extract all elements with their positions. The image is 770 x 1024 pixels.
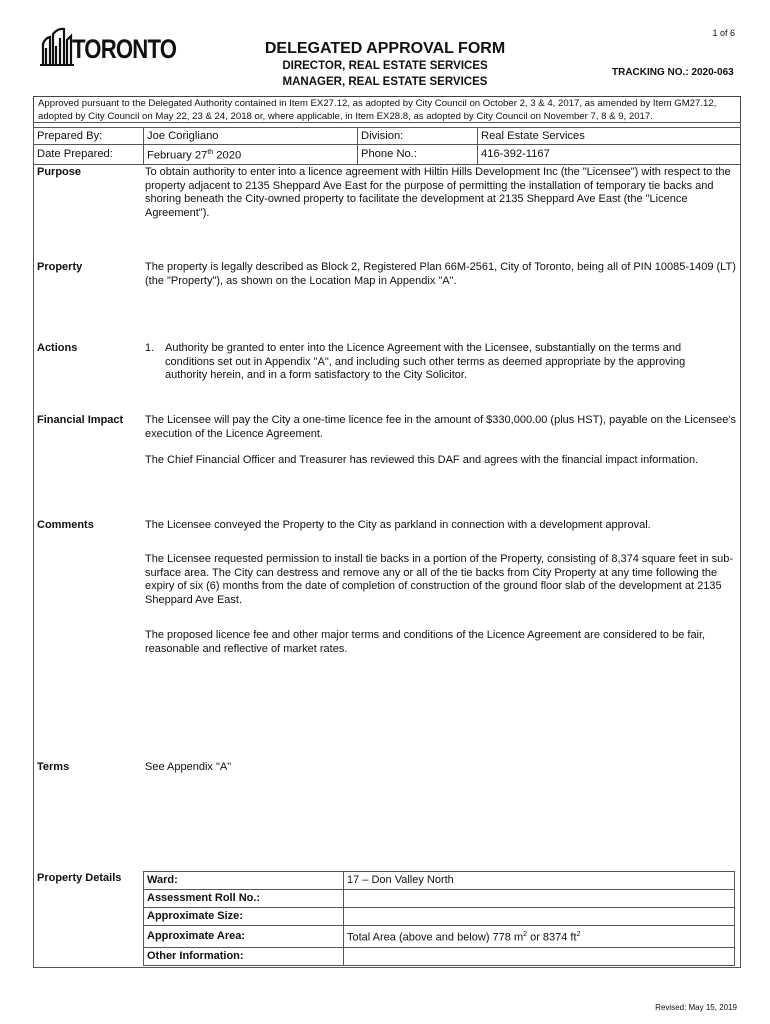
comments-label: Comments xyxy=(37,519,94,531)
approximate-area-label: Approximate Area: xyxy=(144,926,344,948)
page-number: 1 of 6 xyxy=(712,28,735,38)
division-value: Real Estate Services xyxy=(478,128,741,145)
ward-label: Ward: xyxy=(144,872,344,890)
purpose-label: Purpose xyxy=(37,166,82,178)
actions-label: Actions xyxy=(37,342,78,354)
property-text: The property is legally described as Block 2, Registered Plan 66M-2561, City of Toronto, being all of PIN 10085-1409 (LT) (the "Property"), as shown on the Location Map in Appendix "A". xyxy=(145,261,736,287)
subtitle-manager: MANAGER, REAL ESTATE SERVICES xyxy=(282,76,488,88)
prepared-by-value: Joe Corigliano xyxy=(144,128,358,145)
subtitle-director: DIRECTOR, REAL ESTATE SERVICES xyxy=(282,60,488,72)
form-body xyxy=(33,122,741,968)
date-prepared-value: February 27th 2020 xyxy=(144,145,358,165)
phone-value: 416-392-1167 xyxy=(478,145,741,165)
actions-text: Authority be granted to enter into the Licence Agreement with the Licensee, substantially on the terms and conditions set out in Appendix "A", and including such other terms as deemed appropriate by the approving authority herein, and in a form satisfactory to the City Solicitor. xyxy=(165,342,686,381)
assessment-roll-value xyxy=(344,890,735,908)
actions-number: 1. xyxy=(145,342,155,354)
actions-item xyxy=(145,342,737,383)
header-table xyxy=(33,127,741,165)
comments-text-1: The Licensee conveyed the Property to the City as parkland in connection with a development approval. xyxy=(145,519,651,531)
phone-label: Phone No.: xyxy=(358,145,478,165)
property-label: Property xyxy=(37,261,83,273)
prepared-by-label: Prepared By: xyxy=(34,128,144,145)
tracking-number: TRACKING NO.: 2020-063 xyxy=(612,67,734,78)
logo-wordmark: TORONTO xyxy=(72,34,177,64)
comments-text-2: The Licensee requested permission to install tie backs in a portion of the Property, consisting of 8,374 square feet in sub-surface area. The City can destress and remove any or all of the tie backs from City Property at any time following the expiry of six (6) months from the date of completion of construction of the ground floor slab of the development at 2135 Sheppard Ave East. xyxy=(145,553,734,606)
property-details-label: Property Details xyxy=(37,872,122,884)
division-label: Division: xyxy=(358,128,478,145)
comments-text-3: The proposed licence fee and other major terms and conditions of the Licence Agreement are considered to be fair, reasonable and reflective of market rates. xyxy=(145,629,706,655)
date-prepared-label: Date Prepared: xyxy=(34,145,144,165)
financial-impact-label: Financial Impact xyxy=(37,414,124,426)
form-title: DELEGATED APPROVAL FORM xyxy=(264,40,506,57)
authority-statement: Approved pursuant to the Delegated Authority contained in Item EX27.12, as adopted by City Council on October 2, 3 & 4, 2017, as amended by Item GM27.12, adopted by City Council on May 22, 23 & 24, 2018 or, where applicable, in Item EX28.8, as adopted by City Council on November 7, 8 & 9, 2017. xyxy=(33,96,741,122)
terms-text: See Appendix "A" xyxy=(145,761,232,773)
other-information-value xyxy=(344,947,735,965)
ward-value: 17 – Don Valley North xyxy=(344,872,735,890)
approximate-size-label: Approximate Size: xyxy=(144,908,344,926)
assessment-roll-label: Assessment Roll No.: xyxy=(144,890,344,908)
approximate-area-value: Total Area (above and below) 778 $m^2$ or 8374 $ft^2$ xyxy=(344,926,735,948)
approximate-size-value xyxy=(344,908,735,926)
revised-date: Revised: May 15, 2019 xyxy=(655,1003,737,1012)
property-details-table xyxy=(143,871,735,966)
terms-label: Terms xyxy=(37,761,70,773)
financial-impact-text-1: The Licensee will pay the City a one-time licence fee in the amount of $330,000.00 (plus HST), payable on the Licensee's execution of the Licence Agreement. xyxy=(145,414,736,440)
financial-impact-text-2: The Chief Financial Officer and Treasurer has reviewed this DAF and agrees with the financial impact information. xyxy=(145,454,699,466)
purpose-text: To obtain authority to enter into a licence agreement with Hiltin Hills Development Inc (the "Licensee") with respect to the property adjacent to 2135 Sheppard Ave East for the purpose of permitting the installation of temporary tie backs and shoring beneath the City-owned property to facilitate the development at 2135 Sheppard Ave East (the "Licence Agreement"). xyxy=(145,166,731,219)
other-information-label: Other Information: xyxy=(144,947,344,965)
